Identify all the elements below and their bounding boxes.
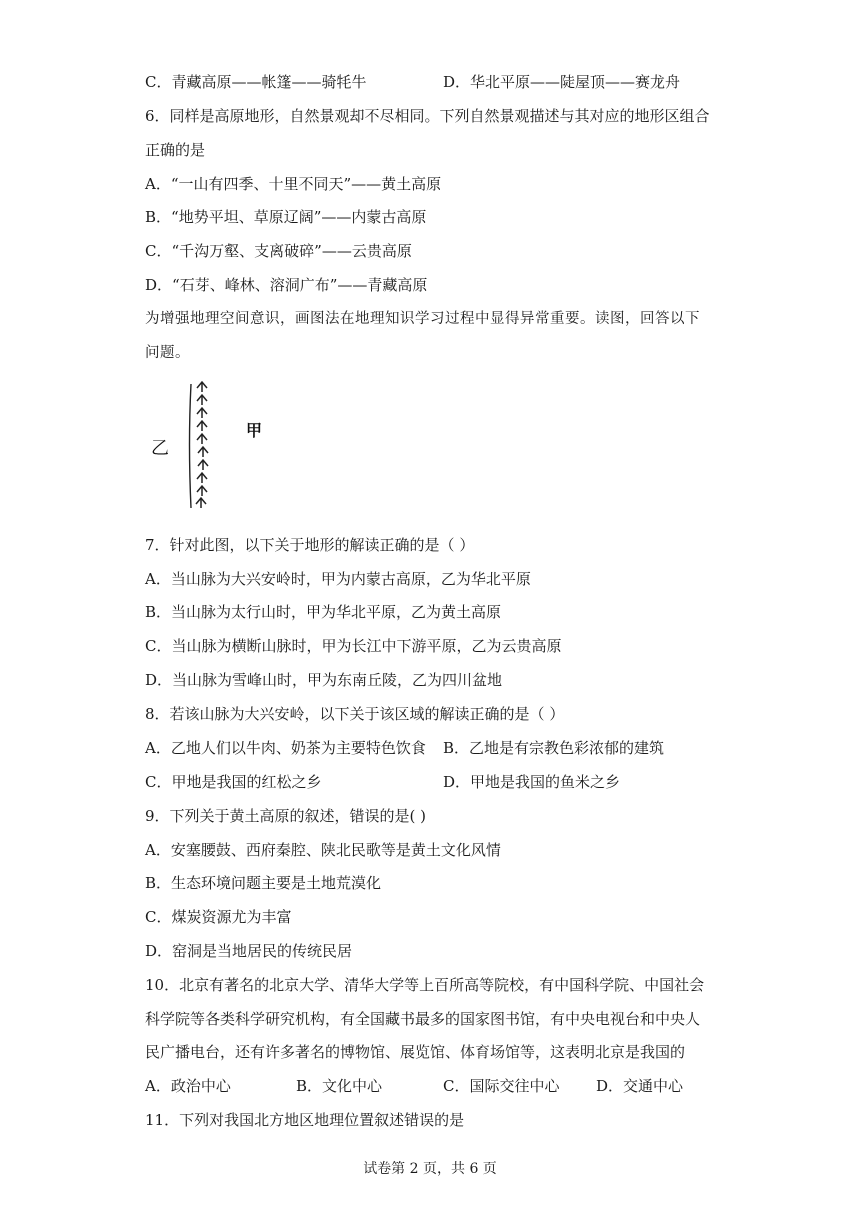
page-footer: 试卷第 2 页，共 6 页 xyxy=(363,1161,497,1177)
question-text: 科学院等各类科学研究机构，有全国藏书最多的国家图书馆，有中央电视台和中央人 xyxy=(145,1010,701,1028)
option-text: C．甲地是我国的红松之乡 xyxy=(145,773,322,791)
option-text: B．当山脉为太行山时，甲为华北平原，乙为黄土高原 xyxy=(145,603,502,621)
option-text: A．当山脉为大兴安岭时，甲为内蒙古高原，乙为华北平原 xyxy=(145,570,531,588)
option-text: D．甲地是我国的鱼米之乡 xyxy=(443,773,621,791)
question-text: 9．下列关于黄土高原的叙述，错误的是( ) xyxy=(145,807,427,825)
mountain-range-symbol xyxy=(185,378,235,513)
option-text: A．安塞腰鼓、西府秦腔、陕北民歌等是黄土文化风情 xyxy=(145,841,501,859)
option-text: D．华北平原——陡屋顶——赛龙舟 xyxy=(443,73,681,91)
mountain-range-figure xyxy=(145,378,285,513)
option-text: C．青藏高原——帐篷——骑牦牛 xyxy=(145,73,367,91)
option-text: B．文化中心 xyxy=(296,1077,383,1095)
question-text: 6．同样是高原地形，自然景观却不尽相同。下列自然景观描述与其对应的地形区组合 xyxy=(145,107,710,125)
question-text: 正确的是 xyxy=(145,141,206,159)
option-text: C．煤炭资源尤为丰富 xyxy=(145,908,292,926)
instruction-text: 为增强地理空间意识，画图法在地理知识学习过程中显得异常重要。读图，回答以下 xyxy=(145,311,700,327)
option-text: B．生态环境问题主要是土地荒漠化 xyxy=(145,874,382,892)
option-text: C．当山脉为横断山脉时，甲为长江中下游平原，乙为云贵高原 xyxy=(145,637,562,655)
question-text: 民广播电台，还有许多著名的博物馆、展览馆、体育场馆等，这表明北京是我国的 xyxy=(145,1043,686,1061)
figure-label-yi: 乙 xyxy=(151,438,169,459)
option-text: A．乙地人们以牛肉、奶茶为主要特色饮食 xyxy=(145,739,426,757)
question-text: 8．若该山脉为大兴安岭，以下关于该区域的解读正确的是（ ） xyxy=(145,705,565,723)
question-text: 7．针对此图，以下关于地形的解读正确的是（ ） xyxy=(145,536,475,554)
option-text: A．“一山有四季、十里不同天”——黄土高原 xyxy=(145,175,442,193)
instruction-text: 问题。 xyxy=(145,345,190,361)
option-text: D．窑洞是当地居民的传统民居 xyxy=(145,942,353,960)
option-text: D．当山脉为雪峰山时，甲为东南丘陵，乙为四川盆地 xyxy=(145,671,503,689)
question-text: 10．北京有著名的北京大学、清华大学等上百所高等院校，有中国科学院、中国社会 xyxy=(145,976,705,994)
option-text: C．“千沟万壑、支离破碎”——云贵高原 xyxy=(145,242,412,260)
option-text: D．交通中心 xyxy=(596,1077,684,1095)
option-text: B．“地势平坦、草原辽阔”——内蒙古高原 xyxy=(145,208,427,226)
option-text: C．国际交往中心 xyxy=(443,1077,560,1095)
option-text: B．乙地是有宗教色彩浓郁的建筑 xyxy=(443,739,665,757)
option-text: A．政治中心 xyxy=(145,1077,231,1095)
figure-label-jia: 甲 xyxy=(246,421,263,440)
question-text: 11．下列对我国北方地区地理位置叙述错误的是 xyxy=(145,1111,465,1129)
option-text: D．“石芽、峰林、溶洞广布”——青藏高原 xyxy=(145,276,428,294)
